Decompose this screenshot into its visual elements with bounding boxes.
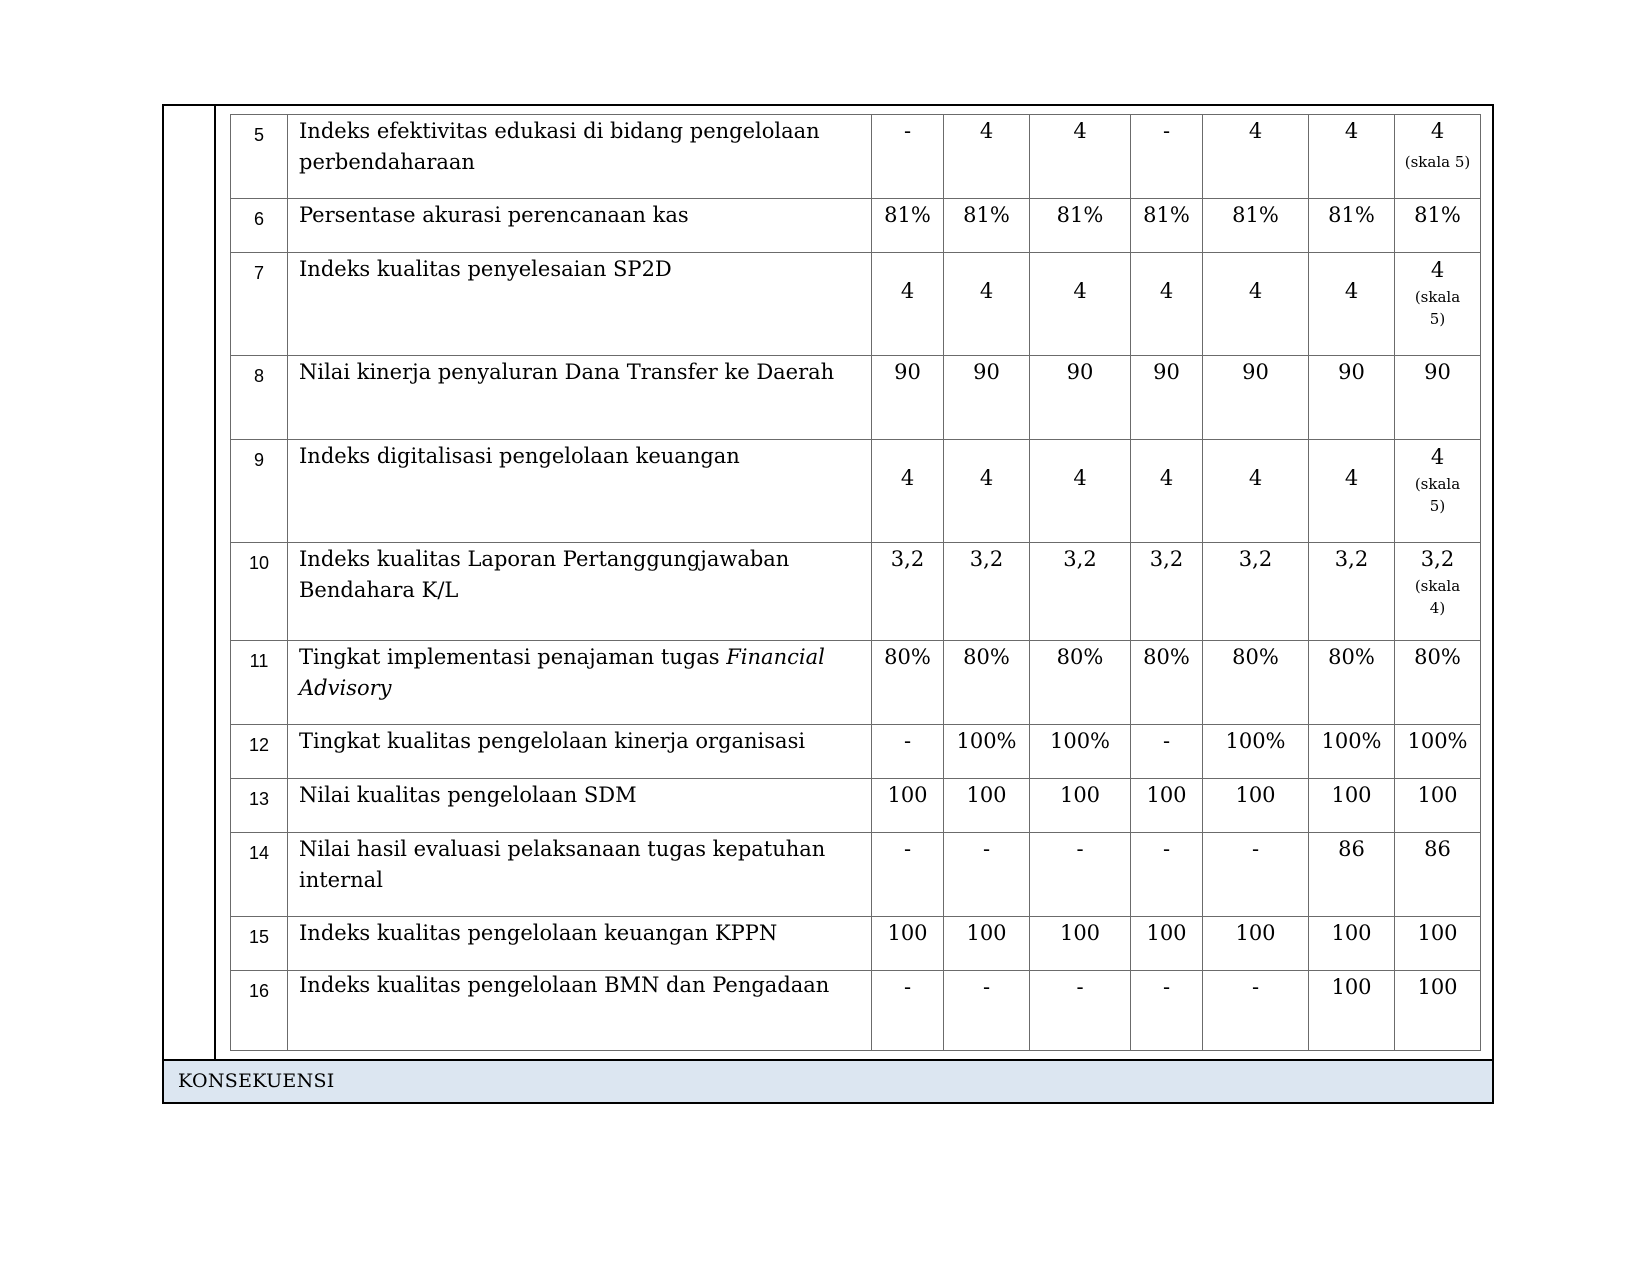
target-cell: [1395, 115, 1481, 199]
row-number: 6: [231, 199, 288, 253]
value-cell: 4: [1030, 115, 1131, 199]
indicator-description: Indeks digitalisasi pengelolaan keuangan: [288, 440, 872, 543]
value-cell: 100%: [1309, 725, 1395, 779]
row-number: 15: [231, 917, 288, 971]
value-cell: -: [1030, 971, 1131, 1051]
value-cell: 3,2: [872, 543, 944, 641]
konsekuensi-header: KONSEKUENSI: [164, 1059, 1492, 1102]
indicator-description: Indeks kualitas Laporan Pertanggungjawaban Bendahara K/L: [288, 543, 872, 641]
target-value: 100: [1417, 975, 1458, 999]
value-cell: 4: [1131, 440, 1203, 543]
value-cell: -: [1030, 833, 1131, 917]
value-cell: 4: [1030, 253, 1131, 356]
value-cell: 81%: [944, 199, 1030, 253]
row-number: 9: [231, 440, 288, 543]
value-cell: 4: [1030, 440, 1131, 543]
value-cell: 90: [944, 356, 1030, 440]
value-cell: 90: [1203, 356, 1309, 440]
value-cell: -: [1131, 833, 1203, 917]
row-number: 8: [231, 356, 288, 440]
table-row: [231, 115, 1481, 199]
value-cell: 4: [1203, 440, 1309, 543]
indicator-description: Indeks kualitas penyelesaian SP2D: [288, 253, 872, 356]
row-number: 10: [231, 543, 288, 641]
row-number: 14: [231, 833, 288, 917]
indicator-description: Nilai kinerja penyaluran Dana Transfer ke Daerah: [288, 356, 872, 440]
value-cell: 100: [872, 779, 944, 833]
table-row: [231, 725, 1481, 779]
target-cell: [1395, 641, 1481, 725]
target-cell: [1395, 725, 1481, 779]
target-value: 90: [1424, 360, 1451, 384]
target-value: 86: [1424, 837, 1451, 861]
value-cell: 80%: [1131, 641, 1203, 725]
value-cell: 80%: [1030, 641, 1131, 725]
value-cell: -: [872, 725, 944, 779]
value-cell: -: [1203, 833, 1309, 917]
target-cell: [1395, 543, 1481, 641]
value-cell: 4: [1203, 115, 1309, 199]
value-cell: 100: [1131, 917, 1203, 971]
value-cell: 4: [1309, 115, 1395, 199]
value-cell: 81%: [1309, 199, 1395, 253]
target-cell: [1395, 971, 1481, 1051]
indicator-description: [288, 641, 872, 725]
value-cell: 100: [944, 779, 1030, 833]
value-cell: 100: [1203, 917, 1309, 971]
target-value: 3,2: [1420, 547, 1455, 571]
table-row: [231, 543, 1481, 641]
value-cell: 81%: [1203, 199, 1309, 253]
target-cell: [1395, 199, 1481, 253]
value-cell: 4: [944, 253, 1030, 356]
target-cell: [1395, 833, 1481, 917]
scale-note: (skala 4): [1414, 577, 1461, 617]
value-cell: 3,2: [1131, 543, 1203, 641]
target-value: 100: [1417, 921, 1458, 945]
table-row: [231, 917, 1481, 971]
value-cell: 100: [1309, 917, 1395, 971]
table-row: [231, 356, 1481, 440]
value-cell: 90: [1309, 356, 1395, 440]
value-cell: 100: [944, 917, 1030, 971]
table-row: [231, 199, 1481, 253]
value-cell: 4: [1203, 253, 1309, 356]
value-cell: 90: [872, 356, 944, 440]
row-number: 5: [231, 115, 288, 199]
value-cell: 90: [1030, 356, 1131, 440]
value-cell: -: [944, 833, 1030, 917]
value-cell: 100: [1131, 779, 1203, 833]
target-cell: [1395, 917, 1481, 971]
target-value: 4: [1430, 258, 1445, 282]
indicator-description: Indeks kualitas pengelolaan keuangan KPPN: [288, 917, 872, 971]
value-cell: 4: [944, 440, 1030, 543]
target-cell: [1395, 253, 1481, 356]
table-row: [231, 779, 1481, 833]
value-cell: 100: [872, 917, 944, 971]
value-cell: 81%: [1131, 199, 1203, 253]
target-value: 80%: [1414, 645, 1461, 669]
value-cell: 80%: [872, 641, 944, 725]
value-cell: 3,2: [1309, 543, 1395, 641]
value-cell: -: [872, 833, 944, 917]
value-cell: 4: [1309, 253, 1395, 356]
indicator-description: Persentase akurasi perencanaan kas: [288, 199, 872, 253]
value-cell: 80%: [1309, 641, 1395, 725]
scale-note: (skala 5): [1414, 288, 1461, 328]
scale-note: (skala 5): [1414, 475, 1461, 515]
value-cell: 100%: [944, 725, 1030, 779]
row-number: 16: [231, 971, 288, 1051]
table-row: [231, 641, 1481, 725]
value-cell: 100: [1203, 779, 1309, 833]
value-cell: 3,2: [1030, 543, 1131, 641]
value-cell: -: [872, 115, 944, 199]
value-cell: 80%: [944, 641, 1030, 725]
row-number: 11: [231, 641, 288, 725]
target-value: 4: [1430, 445, 1445, 469]
value-cell: 100: [1030, 779, 1131, 833]
table-row: [231, 253, 1481, 356]
table-row: [231, 833, 1481, 917]
indicator-description: Indeks kualitas pengelolaan BMN dan Pengadaan: [288, 971, 872, 1051]
value-cell: 4: [944, 115, 1030, 199]
value-cell: 100%: [1203, 725, 1309, 779]
value-cell: 4: [872, 440, 944, 543]
target-value: 4: [1430, 119, 1445, 143]
target-value: 100: [1417, 783, 1458, 807]
value-cell: 90: [1131, 356, 1203, 440]
value-cell: 3,2: [944, 543, 1030, 641]
row-number: 7: [231, 253, 288, 356]
value-cell: -: [1131, 971, 1203, 1051]
value-cell: 100: [1309, 779, 1395, 833]
indicator-description: Nilai kualitas pengelolaan SDM: [288, 779, 872, 833]
target-value: 81%: [1414, 203, 1461, 227]
indicator-description: Tingkat kualitas pengelolaan kinerja organisasi: [288, 725, 872, 779]
value-cell: -: [1131, 115, 1203, 199]
target-cell: [1395, 779, 1481, 833]
value-cell: 100: [1030, 917, 1131, 971]
value-cell: 4: [1131, 253, 1203, 356]
value-cell: 81%: [1030, 199, 1131, 253]
value-cell: -: [1131, 725, 1203, 779]
target-cell: [1395, 440, 1481, 543]
table-row: [231, 440, 1481, 543]
value-cell: 86: [1309, 833, 1395, 917]
row-number: 12: [231, 725, 288, 779]
value-cell: -: [1203, 971, 1309, 1051]
value-cell: 80%: [1203, 641, 1309, 725]
value-cell: -: [944, 971, 1030, 1051]
value-cell: -: [872, 971, 944, 1051]
target-value: 100%: [1407, 729, 1468, 753]
indicator-description: Indeks efektivitas edukasi di bidang pengelolaan perbendaharaan: [288, 115, 872, 199]
scale-note: (skala 5): [1404, 153, 1471, 171]
indicator-table: [230, 114, 1481, 1051]
value-cell: 3,2: [1203, 543, 1309, 641]
value-cell: 4: [1309, 440, 1395, 543]
left-column-divider: [214, 106, 216, 1059]
value-cell: 100%: [1030, 725, 1131, 779]
value-cell: 4: [872, 253, 944, 356]
value-cell: 100: [1309, 971, 1395, 1051]
description-text: Tingkat implementasi penajaman tugas: [299, 645, 720, 669]
table-row: [231, 971, 1481, 1051]
description-italic: Financial Advisory: [299, 645, 825, 700]
indicator-description: Nilai hasil evaluasi pelaksanaan tugas kepatuhan internal: [288, 833, 872, 917]
document-frame: [162, 104, 1494, 1104]
row-number: 13: [231, 779, 288, 833]
target-cell: [1395, 356, 1481, 440]
value-cell: 81%: [872, 199, 944, 253]
